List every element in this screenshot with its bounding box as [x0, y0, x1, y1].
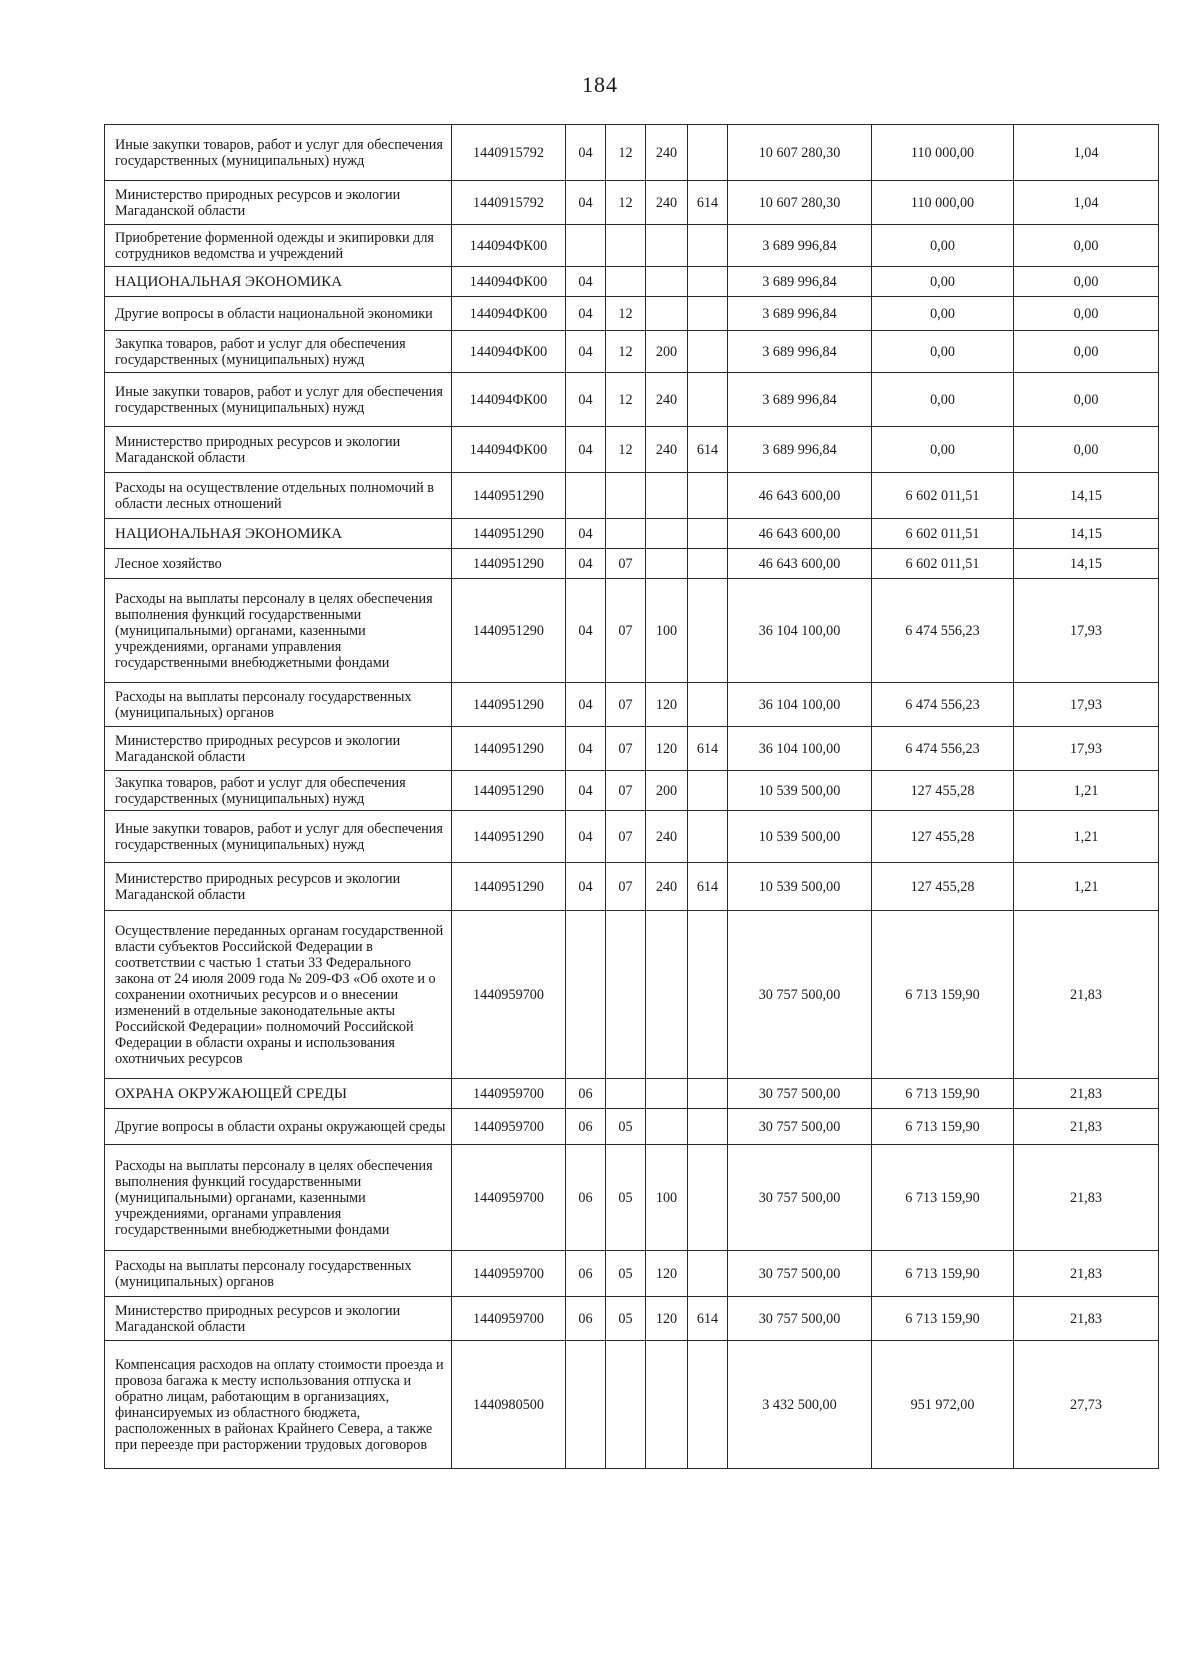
row-actual-amount: 6 602 011,51 [872, 519, 1014, 549]
row-name: Расходы на выплаты персоналу государственных (муниципальных) органов [105, 683, 452, 727]
row-actual-amount: 6 474 556,23 [872, 579, 1014, 683]
row-name: Расходы на осуществление отдельных полномочий в области лесных отношений [105, 473, 452, 519]
row-name: Иные закупки товаров, работ и услуг для обеспечения государственных (муниципальных) нужд [105, 811, 452, 863]
row-subsection: 07 [606, 863, 646, 911]
row-percent: 17,93 [1014, 579, 1159, 683]
row-name: Министерство природных ресурсов и экологии Магаданской области [105, 863, 452, 911]
table-row [105, 1297, 1159, 1341]
row-expense-type [646, 911, 688, 1079]
row-actual-amount: 6 602 011,51 [872, 549, 1014, 579]
row-admin-code [688, 1341, 728, 1469]
row-plan-amount: 10 607 280,30 [728, 181, 872, 225]
row-code: 144094ФК00 [452, 331, 566, 373]
row-section: 04 [566, 181, 606, 225]
table-row [105, 549, 1159, 579]
row-admin-code: 614 [688, 181, 728, 225]
row-name: Приобретение форменной одежды и экипировки для сотрудников ведомства и учреждений [105, 225, 452, 267]
row-name: Иные закупки товаров, работ и услуг для обеспечения государственных (муниципальных) нужд [105, 125, 452, 181]
row-expense-type [646, 1079, 688, 1109]
row-section: 04 [566, 683, 606, 727]
row-subsection: 12 [606, 125, 646, 181]
row-section: 04 [566, 771, 606, 811]
row-name: Министерство природных ресурсов и экологии Магаданской области [105, 1297, 452, 1341]
row-expense-type: 120 [646, 683, 688, 727]
row-subsection: 05 [606, 1145, 646, 1251]
row-actual-amount: 6 474 556,23 [872, 683, 1014, 727]
row-section: 06 [566, 1079, 606, 1109]
row-section: 04 [566, 125, 606, 181]
row-percent: 0,00 [1014, 373, 1159, 427]
row-admin-code: 614 [688, 427, 728, 473]
row-admin-code [688, 1109, 728, 1145]
row-percent: 21,83 [1014, 1079, 1159, 1109]
row-admin-code: 614 [688, 863, 728, 911]
row-plan-amount: 3 689 996,84 [728, 297, 872, 331]
row-admin-code [688, 579, 728, 683]
row-expense-type [646, 473, 688, 519]
row-percent: 17,93 [1014, 683, 1159, 727]
row-subsection: 05 [606, 1251, 646, 1297]
row-expense-type: 240 [646, 863, 688, 911]
row-admin-code [688, 225, 728, 267]
row-expense-type: 120 [646, 727, 688, 771]
row-expense-type: 100 [646, 579, 688, 683]
row-percent: 0,00 [1014, 331, 1159, 373]
row-expense-type [646, 225, 688, 267]
row-name: НАЦИОНАЛЬНАЯ ЭКОНОМИКА [105, 519, 452, 549]
row-subsection: 07 [606, 549, 646, 579]
row-plan-amount: 46 643 600,00 [728, 549, 872, 579]
row-subsection: 05 [606, 1109, 646, 1145]
row-section: 06 [566, 1109, 606, 1145]
row-expense-type [646, 1109, 688, 1145]
row-code: 1440959700 [452, 911, 566, 1079]
row-plan-amount: 36 104 100,00 [728, 579, 872, 683]
row-expense-type: 120 [646, 1251, 688, 1297]
row-section: 06 [566, 1145, 606, 1251]
row-code: 1440951290 [452, 579, 566, 683]
row-plan-amount: 36 104 100,00 [728, 683, 872, 727]
row-name: ОХРАНА ОКРУЖАЮЩЕЙ СРЕДЫ [105, 1079, 452, 1109]
row-section: 04 [566, 863, 606, 911]
row-subsection: 12 [606, 297, 646, 331]
row-code: 1440951290 [452, 727, 566, 771]
row-code: 1440959700 [452, 1109, 566, 1145]
row-subsection: 07 [606, 579, 646, 683]
row-section: 04 [566, 267, 606, 297]
row-percent: 1,21 [1014, 863, 1159, 911]
table-row [105, 683, 1159, 727]
row-plan-amount: 3 689 996,84 [728, 373, 872, 427]
row-code: 1440951290 [452, 683, 566, 727]
row-actual-amount: 0,00 [872, 297, 1014, 331]
row-plan-amount: 10 607 280,30 [728, 125, 872, 181]
row-code: 1440951290 [452, 811, 566, 863]
row-expense-type [646, 549, 688, 579]
row-code: 1440980500 [452, 1341, 566, 1469]
row-actual-amount: 127 455,28 [872, 811, 1014, 863]
row-code: 1440959700 [452, 1079, 566, 1109]
row-plan-amount: 10 539 500,00 [728, 811, 872, 863]
row-section [566, 225, 606, 267]
row-code: 1440959700 [452, 1297, 566, 1341]
row-plan-amount: 30 757 500,00 [728, 1251, 872, 1297]
row-plan-amount: 3 689 996,84 [728, 267, 872, 297]
row-plan-amount: 3 689 996,84 [728, 225, 872, 267]
row-name: Министерство природных ресурсов и экологии Магаданской области [105, 727, 452, 771]
row-admin-code: 614 [688, 1297, 728, 1341]
row-actual-amount: 0,00 [872, 225, 1014, 267]
row-code: 144094ФК00 [452, 267, 566, 297]
table-row [105, 911, 1159, 1079]
row-name: Закупка товаров, работ и услуг для обеспечения государственных (муниципальных) нужд [105, 331, 452, 373]
row-code: 1440951290 [452, 863, 566, 911]
row-admin-code [688, 1079, 728, 1109]
row-percent: 21,83 [1014, 1297, 1159, 1341]
row-section: 04 [566, 331, 606, 373]
row-subsection: 07 [606, 727, 646, 771]
row-expense-type: 240 [646, 811, 688, 863]
table-row [105, 1251, 1159, 1297]
row-admin-code [688, 297, 728, 331]
row-percent: 21,83 [1014, 1145, 1159, 1251]
table-row [105, 863, 1159, 911]
row-admin-code [688, 519, 728, 549]
row-code: 1440959700 [452, 1145, 566, 1251]
row-expense-type: 200 [646, 771, 688, 811]
row-actual-amount: 6 713 159,90 [872, 1251, 1014, 1297]
row-plan-amount: 3 432 500,00 [728, 1341, 872, 1469]
row-section: 06 [566, 1297, 606, 1341]
table-row [105, 225, 1159, 267]
row-code: 1440915792 [452, 125, 566, 181]
row-name: Иные закупки товаров, работ и услуг для обеспечения государственных (муниципальных) нужд [105, 373, 452, 427]
row-actual-amount: 110 000,00 [872, 181, 1014, 225]
row-expense-type: 240 [646, 125, 688, 181]
row-name: Другие вопросы в области охраны окружающей среды [105, 1109, 452, 1145]
row-code: 144094ФК00 [452, 427, 566, 473]
table-row [105, 811, 1159, 863]
row-actual-amount: 6 474 556,23 [872, 727, 1014, 771]
row-subsection: 12 [606, 373, 646, 427]
row-actual-amount: 951 972,00 [872, 1341, 1014, 1469]
row-percent: 14,15 [1014, 519, 1159, 549]
table-row [105, 727, 1159, 771]
row-code: 1440951290 [452, 771, 566, 811]
row-percent: 27,73 [1014, 1341, 1159, 1469]
row-code: 1440915792 [452, 181, 566, 225]
row-plan-amount: 10 539 500,00 [728, 771, 872, 811]
row-admin-code [688, 549, 728, 579]
row-actual-amount: 6 713 159,90 [872, 911, 1014, 1079]
row-percent: 0,00 [1014, 297, 1159, 331]
row-admin-code [688, 811, 728, 863]
row-section [566, 911, 606, 1079]
row-percent: 1,04 [1014, 181, 1159, 225]
table-row [105, 125, 1159, 181]
row-plan-amount: 10 539 500,00 [728, 863, 872, 911]
row-subsection [606, 225, 646, 267]
row-actual-amount: 6 602 011,51 [872, 473, 1014, 519]
row-plan-amount: 30 757 500,00 [728, 1079, 872, 1109]
row-subsection: 12 [606, 181, 646, 225]
row-name: Компенсация расходов на оплату стоимости проезда и провоза багажа к месту использования отпуска и обратно лицам, работающим в организациях, финансируемых из областного бюджета, расположенных в районах Крайнего Севера, а также при переезде при расторжении трудовых договоров [105, 1341, 452, 1469]
row-plan-amount: 30 757 500,00 [728, 1297, 872, 1341]
row-plan-amount: 3 689 996,84 [728, 427, 872, 473]
table-row [105, 297, 1159, 331]
table-row [105, 579, 1159, 683]
row-plan-amount: 46 643 600,00 [728, 519, 872, 549]
row-actual-amount: 0,00 [872, 373, 1014, 427]
row-subsection: 12 [606, 427, 646, 473]
table-row [105, 771, 1159, 811]
row-plan-amount: 30 757 500,00 [728, 1145, 872, 1251]
row-admin-code [688, 1145, 728, 1251]
row-section: 04 [566, 579, 606, 683]
row-subsection [606, 911, 646, 1079]
row-name: Расходы на выплаты персоналу государственных (муниципальных) органов [105, 1251, 452, 1297]
row-actual-amount: 6 713 159,90 [872, 1079, 1014, 1109]
table-row [105, 1145, 1159, 1251]
table-row [105, 331, 1159, 373]
row-actual-amount: 110 000,00 [872, 125, 1014, 181]
row-plan-amount: 3 689 996,84 [728, 331, 872, 373]
row-expense-type [646, 267, 688, 297]
row-expense-type: 100 [646, 1145, 688, 1251]
row-subsection: 07 [606, 771, 646, 811]
row-section: 04 [566, 519, 606, 549]
row-admin-code [688, 911, 728, 1079]
row-actual-amount: 127 455,28 [872, 863, 1014, 911]
row-admin-code [688, 473, 728, 519]
row-expense-type: 200 [646, 331, 688, 373]
table-row [105, 519, 1159, 549]
row-code: 1440959700 [452, 1251, 566, 1297]
row-name: Министерство природных ресурсов и экологии Магаданской области [105, 427, 452, 473]
table-row [105, 427, 1159, 473]
row-admin-code: 614 [688, 727, 728, 771]
row-code: 1440951290 [452, 519, 566, 549]
row-code: 1440951290 [452, 473, 566, 519]
table-row [105, 373, 1159, 427]
row-plan-amount: 46 643 600,00 [728, 473, 872, 519]
row-admin-code [688, 267, 728, 297]
row-plan-amount: 30 757 500,00 [728, 911, 872, 1079]
row-actual-amount: 6 713 159,90 [872, 1109, 1014, 1145]
row-actual-amount: 0,00 [872, 267, 1014, 297]
table-row [105, 1341, 1159, 1469]
row-actual-amount: 6 713 159,90 [872, 1145, 1014, 1251]
row-subsection: 05 [606, 1297, 646, 1341]
row-subsection [606, 1341, 646, 1469]
table-row [105, 1109, 1159, 1145]
row-section [566, 1341, 606, 1469]
row-expense-type: 240 [646, 181, 688, 225]
row-expense-type [646, 297, 688, 331]
row-section: 04 [566, 549, 606, 579]
row-admin-code [688, 331, 728, 373]
page-number: 184 [582, 72, 618, 97]
row-subsection [606, 473, 646, 519]
row-admin-code [688, 771, 728, 811]
row-plan-amount: 30 757 500,00 [728, 1109, 872, 1145]
row-subsection [606, 519, 646, 549]
row-percent: 1,21 [1014, 771, 1159, 811]
row-percent: 21,83 [1014, 1109, 1159, 1145]
row-actual-amount: 127 455,28 [872, 771, 1014, 811]
row-name: Расходы на выплаты персоналу в целях обеспечения выполнения функций государственными (муниципальными) органами, казенными учреждениями, органами управления государственными внебюджетными фондами [105, 1145, 452, 1251]
row-name: Закупка товаров, работ и услуг для обеспечения государственных (муниципальных) нужд [105, 771, 452, 811]
row-percent: 0,00 [1014, 427, 1159, 473]
row-percent: 1,04 [1014, 125, 1159, 181]
row-actual-amount: 0,00 [872, 427, 1014, 473]
row-expense-type [646, 1341, 688, 1469]
row-actual-amount: 6 713 159,90 [872, 1297, 1014, 1341]
budget-table-body [105, 125, 1159, 1469]
row-code: 144094ФК00 [452, 297, 566, 331]
row-percent: 1,21 [1014, 811, 1159, 863]
row-subsection [606, 267, 646, 297]
row-percent: 0,00 [1014, 267, 1159, 297]
row-admin-code [688, 125, 728, 181]
row-subsection: 07 [606, 811, 646, 863]
row-plan-amount: 36 104 100,00 [728, 727, 872, 771]
row-section: 04 [566, 373, 606, 427]
row-percent: 21,83 [1014, 1251, 1159, 1297]
row-expense-type: 240 [646, 427, 688, 473]
row-actual-amount: 0,00 [872, 331, 1014, 373]
row-percent: 14,15 [1014, 473, 1159, 519]
row-section: 04 [566, 811, 606, 863]
row-percent: 14,15 [1014, 549, 1159, 579]
row-expense-type: 120 [646, 1297, 688, 1341]
row-code: 1440951290 [452, 549, 566, 579]
row-admin-code [688, 373, 728, 427]
table-row [105, 1079, 1159, 1109]
row-admin-code [688, 1251, 728, 1297]
table-row [105, 267, 1159, 297]
table-row [105, 181, 1159, 225]
row-subsection [606, 1079, 646, 1109]
row-name: Другие вопросы в области национальной экономики [105, 297, 452, 331]
table-row [105, 473, 1159, 519]
row-expense-type [646, 519, 688, 549]
row-name: Министерство природных ресурсов и экологии Магаданской области [105, 181, 452, 225]
row-section: 04 [566, 727, 606, 771]
row-code: 144094ФК00 [452, 225, 566, 267]
row-name: Осуществление переданных органам государственной власти субъектов Российской Федерации в соответствии с частью 1 статьи 33 Федерального закона от 24 июля 2009 года № 209-ФЗ «Об охоте и о сохранении охотничьих ресурсов и о внесении изменений в отдельные законодательные акты Российской Федерации» полномочий Российской Федерации в области охраны и использования охотничьих ресурсов [105, 911, 452, 1079]
row-name: Лесное хозяйство [105, 549, 452, 579]
row-percent: 17,93 [1014, 727, 1159, 771]
row-section: 06 [566, 1251, 606, 1297]
row-name: Расходы на выплаты персоналу в целях обеспечения выполнения функций государственными (муниципальными) органами, казенными учреждениями, органами управления государственными внебюджетными фондами [105, 579, 452, 683]
row-code: 144094ФК00 [452, 373, 566, 427]
row-percent: 21,83 [1014, 911, 1159, 1079]
row-name: НАЦИОНАЛЬНАЯ ЭКОНОМИКА [105, 267, 452, 297]
row-expense-type: 240 [646, 373, 688, 427]
row-section [566, 473, 606, 519]
row-percent: 0,00 [1014, 225, 1159, 267]
row-subsection: 07 [606, 683, 646, 727]
row-admin-code [688, 683, 728, 727]
row-section: 04 [566, 297, 606, 331]
row-section: 04 [566, 427, 606, 473]
row-subsection: 12 [606, 331, 646, 373]
budget-table [104, 124, 1159, 1469]
